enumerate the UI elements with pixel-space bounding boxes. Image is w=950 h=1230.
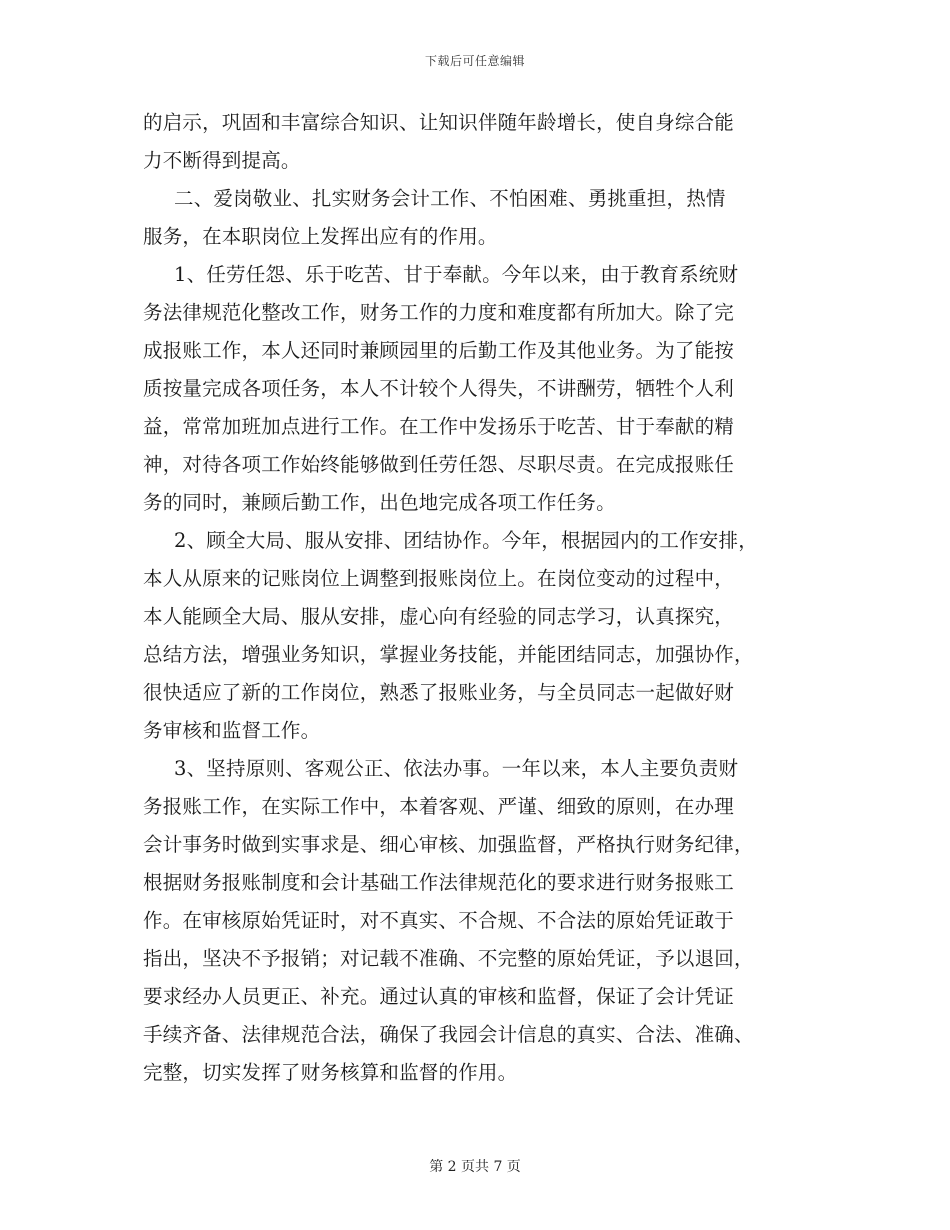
section-heading-line: 二、爱岗敬业、扎实财务会计工作、不怕困难、勇挑重担，热情 bbox=[174, 187, 726, 210]
text-line: 根据财务报账制度和会计基础工作法律规范化的要求进行财务报账工 bbox=[143, 871, 735, 894]
text-line: 服务，在本职岗位上发挥出应有的作用。 bbox=[143, 225, 498, 248]
document-body bbox=[143, 104, 833, 1092]
text-line: 会计事务时做到实事求是、细心审核、加强监督，严格执行财务纪律， bbox=[143, 833, 754, 856]
text-line: 作。在审核原始凭证时，对不真实、不合规、不合法的原始凭证敢于 bbox=[143, 909, 735, 932]
text-line: 务报账工作，在实际工作中，本着客观、严谨、细致的原则，在办理 bbox=[143, 795, 735, 818]
text-line: 务审核和监督工作。 bbox=[143, 719, 321, 742]
text-line: 手续齐备、法律规范合法，确保了我园会计信息的真实、合法、准确、 bbox=[143, 1023, 754, 1046]
text-line: 的启示，巩固和丰富综合知识、让知识伴随年龄增长，使自身综合能 bbox=[143, 111, 735, 134]
text-line: 完整，切实发挥了财务核算和监督的作用。 bbox=[143, 1061, 518, 1084]
text-line: 总结方法，增强业务知识，掌握业务技能，并能团结同志，加强协作， bbox=[143, 643, 754, 666]
text-line: 指出，坚决不予报销；对记载不准确、不完整的原始凭证，予以退回， bbox=[143, 947, 754, 970]
paragraph-first-line: 3、坚持原则、客观公正、依法办事。一年以来，本人主要负责财 bbox=[174, 757, 739, 780]
text-line: 务的同时，兼顾后勤工作，出色地完成各项工作任务。 bbox=[143, 491, 616, 514]
text-line: 力不断得到提高。 bbox=[143, 149, 301, 172]
text-line: 务法律规范化整改工作，财务工作的力度和难度都有所加大。除了完 bbox=[143, 301, 735, 324]
text-line: 要求经办人员更正、补充。通过认真的审核和监督，保证了会计凭证 bbox=[143, 985, 735, 1008]
paragraph-first-line: 2、顾全大局、服从安排、团结协作。今年，根据园内的工作安排， bbox=[174, 529, 758, 552]
text-line: 成报账工作，本人还同时兼顾园里的后勤工作及其他业务。为了能按 bbox=[143, 339, 735, 362]
text-line: 神，对待各项工作始终能够做到任劳任怨、尽职尽责。在完成报账任 bbox=[143, 453, 735, 476]
text-line: 质按量完成各项任务，本人不计较个人得失，不讲酬劳，牺牲个人利 bbox=[143, 377, 735, 400]
text-line: 本人从原来的记账岗位上调整到报账岗位上。在岗位变动的过程中， bbox=[143, 567, 735, 590]
text-line: 益，常常加班加点进行工作。在工作中发扬乐于吃苦、甘于奉献的精 bbox=[143, 415, 735, 438]
text-line: 本人能顾全大局、服从安排，虚心向有经验的同志学习，认真探究， bbox=[143, 605, 735, 628]
page-header-note: 下载后可任意编辑 bbox=[424, 54, 525, 68]
paragraph-first-line: 1、任劳任怨、乐于吃苦、甘于奉献。今年以来，由于教育系统财 bbox=[174, 263, 739, 286]
text-line: 很快适应了新的工作岗位，熟悉了报账业务，与全员同志一起做好财 bbox=[143, 681, 735, 704]
page-number: 第 2 页共 7 页 bbox=[429, 1159, 521, 1175]
